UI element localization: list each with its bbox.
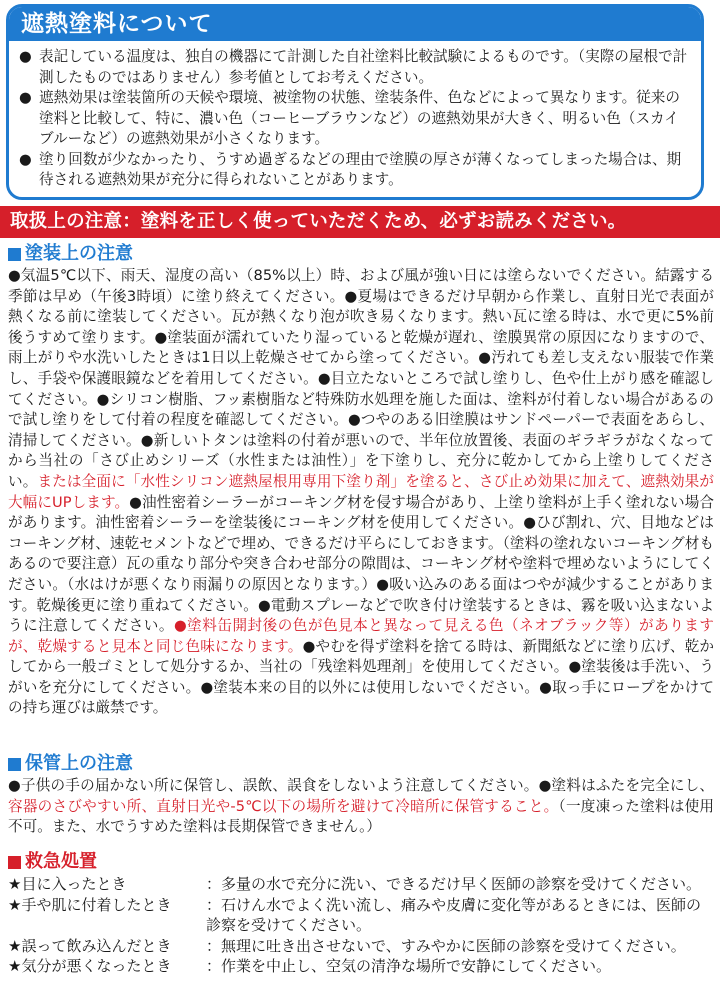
first-aid-row [8,956,714,977]
painting-highlight: ●塗料缶開封後の色が色見本と異なって見える色（ネオブラック等）がありますが、乾燥すると見本と同じ色味になります。 [8,617,714,655]
first-aid-case: ★誤って飲み込んだとき [8,936,172,955]
first-aid-action: ：作業を中止し、空気の清浄な場所で安静にしてください。 [206,957,612,976]
bullet-icon: ● [19,150,32,168]
storage-text-part: （一度凍った塗料は使用不可。また、水でうすめた塗料は長期保管できません。） [8,797,715,836]
first-aid-row [8,874,714,895]
first-aid-action: ：無理に吐き出させないで、すみやかに医師の診察を受けてください。 [206,936,686,955]
heat-shield-notice-box [6,4,704,200]
square-icon [8,856,21,869]
section-heading [8,752,714,776]
bullet-icon: ● [19,48,32,65]
first-aid-case: ★気分が悪くなったとき [8,957,172,976]
painting-text-part: ●やむを得ず塗料を捨てる時は、新聞紙などに塗り広げ、乾かしてから一般ゴミとして処分するか、当社の「残塗料処理剤」を使用してください。●塗装後は手洗い、うがいを充分にしてください。●塗装本来の目的以外には使用しないでください。●取っ手にロープをかけての持ち運びは厳禁です。 [8,637,715,717]
section-heading [8,242,714,266]
first-aid-row [8,895,714,936]
storage-section [8,752,714,838]
notice-item [19,150,689,191]
first-aid-action: ：石けん水でよく洗い流し、痛みや皮膚に変化等があるときには、医師の診察を受けてください。 [206,895,702,935]
storage-text [8,776,714,838]
notice-item [19,88,689,150]
section-heading [8,850,714,874]
painting-text-part: ●気温5℃以下、雨天、湿度の高い（85%以上）時、および風が強い日には塗らないでください。結露する季節は早め（午後3時頃）に塗り終えてください。●夏場はできるだけ早朝から作業し、直射日光で表面が熱くなる前に塗装してください。瓦が熱くなり泡が吹き易くなります。熱い瓦に塗る時は、水で更に5%前後うすめて塗ります。●塗装面が濡れていたり湿っていると乾燥が遅れ、塗膜異常の原因になりますので、雨上がりや水洗いしたときは1日以上乾燥させてから塗ってください。●汚れても差し支えない服装で作業し、手袋や保護眼鏡などを着用してください。●目立たないところで試し塗りし、色や仕上がり感を確認してください。●シリコン樹脂、フッ素樹脂など特殊防水処理を施した面は、塗料が付着しない場合があるので試し塗りをして付着の程度を確認してください。●つやのある旧塗膜はサンドペーパーで表面をあらし、清掃してください。●新しいトタンは塗料の付着が悪いので、半年位放置後、表面のギラギラがなくなってから当社の「さび止めシリーズ（水性または油性）」を下塗りし、充分に乾かしてから上塗りしてください。 [8,267,714,490]
notice-item [19,47,689,88]
first-aid-case: ★手や肌に付着したとき [8,895,172,914]
square-icon [8,248,21,261]
notice-box-body [9,41,701,191]
painting-highlight: または全面に「水性シリコン遮熱屋根用専用下塗り剤」を塗ると、さび止め効果に加えて、遮熱効果が大幅にUPします。 [8,472,714,511]
first-aid-list [8,874,714,977]
storage-highlight: 容器のさびやすい所、直射日光や-5℃以下の場所を避けて冷暗所に保管すること。 [8,797,559,815]
notice-item-text: 遮熱効果は塗装箇所の天候や環境、被塗物の状態、塗装条件、色などによって異なります。従来の塗料と比較して、特に、濃い色（コーヒーブラウンなど）の遮熱効果が大きく、明るい色（スカイブルーなど）の遮熱効果が小さくなります。 [39,89,680,147]
notice-item-text: 塗り回数が少なかったり、うすめ過ぎるなどの理由で塗膜の厚さが薄くなってしまった場合は、期待される遮熱効果が充分に得られないことがあります。 [39,150,682,188]
storage-section-title: 保管上の注意 [25,753,133,774]
first-aid-section-title: 救急処置 [25,851,97,872]
painting-text [8,266,714,719]
storage-text-part: ●子供の手の届かない所に保管し、誤飲、誤食をしないよう注意してください。●塗料はふたを完全にし、 [8,777,714,794]
first-aid-case: ★目に入ったとき [8,875,127,893]
notice-item-text: 表記している温度は、独自の機器にて計測した自社塗料比較試験によるものです。（実際の屋根で計測したものではありません）参考値としてお考えください。 [39,48,688,86]
first-aid-action: ：多量の水で充分に洗い、できるだけ早く医師の診察を受けてください。 [206,875,702,893]
notice-box-title: 遮熱塗料について [9,7,701,41]
bullet-icon: ● [19,89,32,106]
first-aid-row [8,936,714,957]
first-aid-section [8,850,714,977]
square-icon [8,758,21,771]
painting-text-part: ●油性密着シーラーがコーキング材を侵す場合があり、上塗り塗料が上手く塗れない場合があります。油性密着シーラーを塗装後にコーキング材を使用してください。●ひび割れ、穴、目地などはコーキング材、速乾セメントなどで埋め、できるだけ平らにしておきます。（塗料の塗れないコーキング材もあるので要注意）瓦の重なり部分や突き合わせ部分の隙間は、コーキング材や塗料で埋めないようにしてください。（水はけが悪くなり雨漏りの原因となります。）●吸い込みのある面はつやが減少することがあります。乾燥後更に塗り重ねてください。●電動スプレーなどで吹き付け塗装するときは、霧を吸い込まないように注意してください。 [8,493,714,635]
handling-banner: 取扱上の注意：塗料を正しく使っていただくため、必ずお読みください。 [0,206,720,238]
painting-section-title: 塗装上の注意 [25,243,133,264]
painting-section [8,242,714,719]
